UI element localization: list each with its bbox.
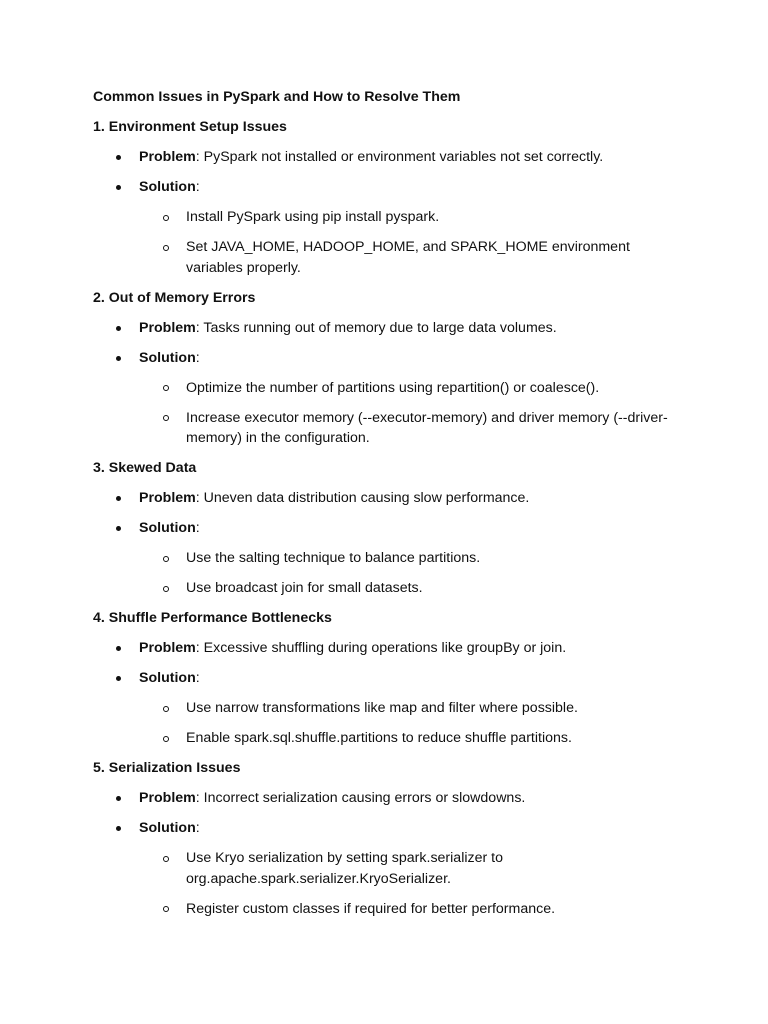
section-heading: 5. Serialization Issues	[93, 760, 241, 776]
problem-item	[93, 488, 672, 509]
section-out-of-memory	[93, 288, 672, 449]
section-skewed-data	[93, 458, 672, 599]
solution-step: Use Kryo serialization by setting spark.serializer to org.apache.spark.serializer.KryoSerializer.	[139, 848, 672, 889]
solution-label: Solution	[139, 820, 196, 836]
section-heading: 1. Environment Setup Issues	[93, 119, 287, 135]
solution-list	[139, 698, 672, 749]
solution-item	[93, 177, 672, 278]
solution-item	[93, 818, 672, 919]
solution-list	[139, 548, 672, 599]
solution-label: Solution	[139, 349, 196, 366]
solution-label: Solution	[139, 520, 196, 536]
section-items	[93, 638, 672, 749]
problem-label: Problem	[139, 640, 196, 656]
solution-suffix: :	[195, 820, 200, 836]
section-serialization	[93, 758, 672, 919]
problem-item	[93, 638, 672, 659]
problem-item	[93, 318, 672, 339]
solution-label: Solution	[139, 670, 196, 686]
section-shuffle-performance	[93, 608, 672, 749]
section-environment-setup	[93, 117, 672, 278]
solution-step: Enable spark.sql.shuffle.partitions to reduce shuffle partitions.	[139, 728, 672, 749]
problem-label: Problem	[139, 149, 196, 165]
solution-list	[139, 207, 672, 278]
problem-label: Problem	[139, 319, 196, 336]
problem-text: : Excessive shuffling during operations like groupBy or join.	[195, 640, 567, 656]
solution-step: Increase executor memory (--executor-memory) and driver memory (--driver-memory) in the configuration.	[139, 408, 672, 449]
solution-label: Solution	[139, 179, 196, 195]
solution-suffix: :	[195, 520, 200, 536]
problem-item	[93, 788, 672, 809]
solution-item	[93, 668, 672, 749]
solution-list	[139, 848, 672, 919]
problem-text: : Tasks running out of memory due to large data volumes.	[195, 319, 557, 336]
solution-step: Register custom classes if required for better performance.	[139, 899, 672, 920]
problem-item	[93, 147, 672, 168]
solution-step: Use broadcast join for small datasets.	[139, 578, 672, 599]
section-heading: 3. Skewed Data	[93, 460, 197, 476]
solution-step: Set JAVA_HOME, HADOOP_HOME, and SPARK_HOME environment variables properly.	[139, 237, 672, 278]
solution-item	[93, 518, 672, 599]
solution-item	[93, 348, 672, 449]
problem-text: : PySpark not installed or environment variables not set correctly.	[195, 149, 604, 165]
section-items	[93, 488, 672, 599]
problem-text: : Incorrect serialization causing errors or slowdowns.	[195, 790, 526, 806]
solution-list	[139, 378, 672, 449]
solution-suffix: :	[195, 349, 200, 366]
section-items	[93, 318, 672, 449]
solution-step: Optimize the number of partitions using repartition() or coalesce().	[139, 378, 672, 399]
solution-suffix: :	[195, 179, 200, 195]
problem-label: Problem	[139, 790, 196, 806]
document-title: Common Issues in PySpark and How to Resolve Them	[93, 89, 461, 105]
section-items	[93, 788, 672, 919]
solution-step: Use the salting technique to balance partitions.	[139, 548, 672, 569]
section-items	[93, 147, 672, 278]
section-heading: 2. Out of Memory Errors	[93, 289, 256, 306]
solution-step: Install PySpark using pip install pyspark.	[139, 207, 672, 228]
section-heading: 4. Shuffle Performance Bottlenecks	[93, 610, 332, 626]
solution-suffix: :	[195, 670, 200, 686]
problem-text: : Uneven data distribution causing slow performance.	[195, 490, 530, 506]
problem-label: Problem	[139, 490, 196, 506]
solution-step: Use narrow transformations like map and filter where possible.	[139, 698, 672, 719]
